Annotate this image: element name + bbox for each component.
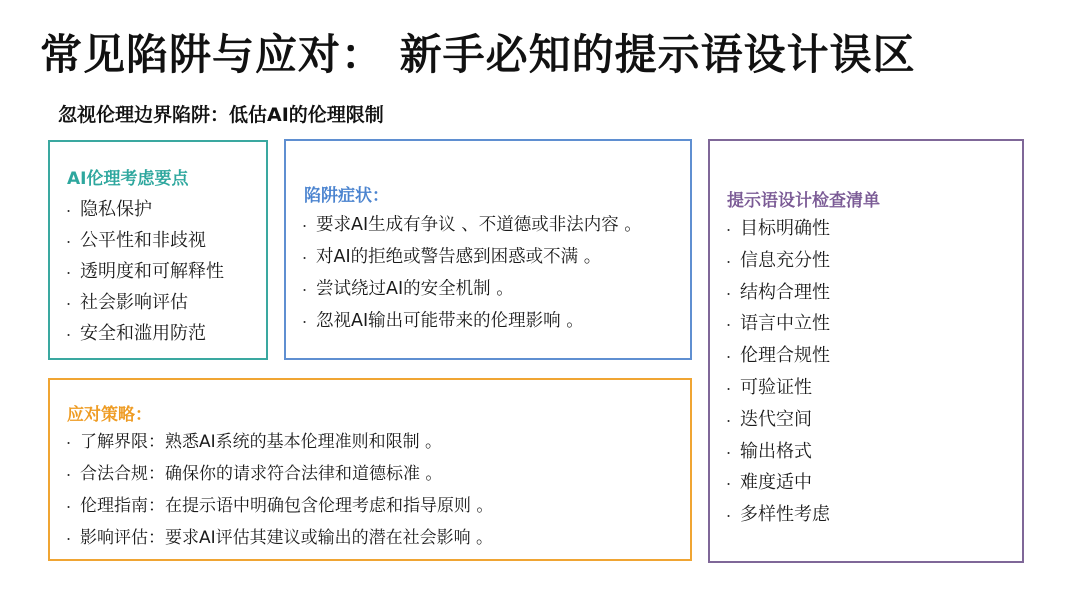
strategies-box	[48, 378, 692, 561]
list-item: . 要求AI生成有争议 、不道德或非法内容 。	[300, 209, 642, 241]
ai-ethics-points-list	[64, 194, 224, 349]
list-item: . 影响评估：要求AI评估其建议或输出的潜在社会影响 。	[64, 522, 493, 554]
list-item: . 难度适中	[724, 467, 830, 499]
list-item: . 迭代空间	[724, 404, 830, 436]
list-item: . 公平性和非歧视	[64, 225, 224, 256]
ai-ethics-points-heading: AI伦理考虑要点	[67, 169, 189, 189]
checklist-list	[724, 213, 830, 531]
list-item: . 对AI的拒绝或警告感到困惑或不满 。	[300, 241, 642, 273]
symptoms-heading: 陷阱症状：	[304, 186, 389, 206]
list-item: . 目标明确性	[724, 213, 830, 245]
list-item: . 尝试绕过AI的安全机制 。	[300, 273, 642, 305]
list-item: . 安全和滥用防范	[64, 318, 224, 349]
checklist-box	[708, 139, 1024, 563]
list-item: . 了解界限：熟悉AI系统的基本伦理准则和限制 。	[64, 426, 493, 458]
list-item: . 输出格式	[724, 436, 830, 468]
ai-ethics-points-box	[48, 140, 268, 360]
strategies-heading: 应对策略：	[67, 405, 152, 425]
list-item: . 合法合规：确保你的请求符合法律和道德标准 。	[64, 458, 493, 490]
checklist-heading: 提示语设计检查清单	[727, 191, 880, 211]
page-subtitle: 忽视伦理边界陷阱：低估AI的伦理限制	[58, 104, 384, 126]
list-item: . 透明度和可解释性	[64, 256, 224, 287]
list-item: . 信息充分性	[724, 245, 830, 277]
symptoms-list	[300, 209, 642, 337]
list-item: . 社会影响评估	[64, 287, 224, 318]
list-item: . 忽视AI输出可能带来的伦理影响 。	[300, 305, 642, 337]
list-item: . 语言中立性	[724, 308, 830, 340]
list-item: . 可验证性	[724, 372, 830, 404]
list-item: . 伦理合规性	[724, 340, 830, 372]
symptoms-box	[284, 139, 692, 360]
page-title: 常见陷阱与应对： 新手必知的提示语设计误区	[40, 30, 916, 79]
strategies-list	[64, 426, 493, 554]
list-item: . 伦理指南：在提示语中明确包含伦理考虑和指导原则 。	[64, 490, 493, 522]
list-item: . 结构合理性	[724, 277, 830, 309]
list-item: . 多样性考虑	[724, 499, 830, 531]
list-item: . 隐私保护	[64, 194, 224, 225]
